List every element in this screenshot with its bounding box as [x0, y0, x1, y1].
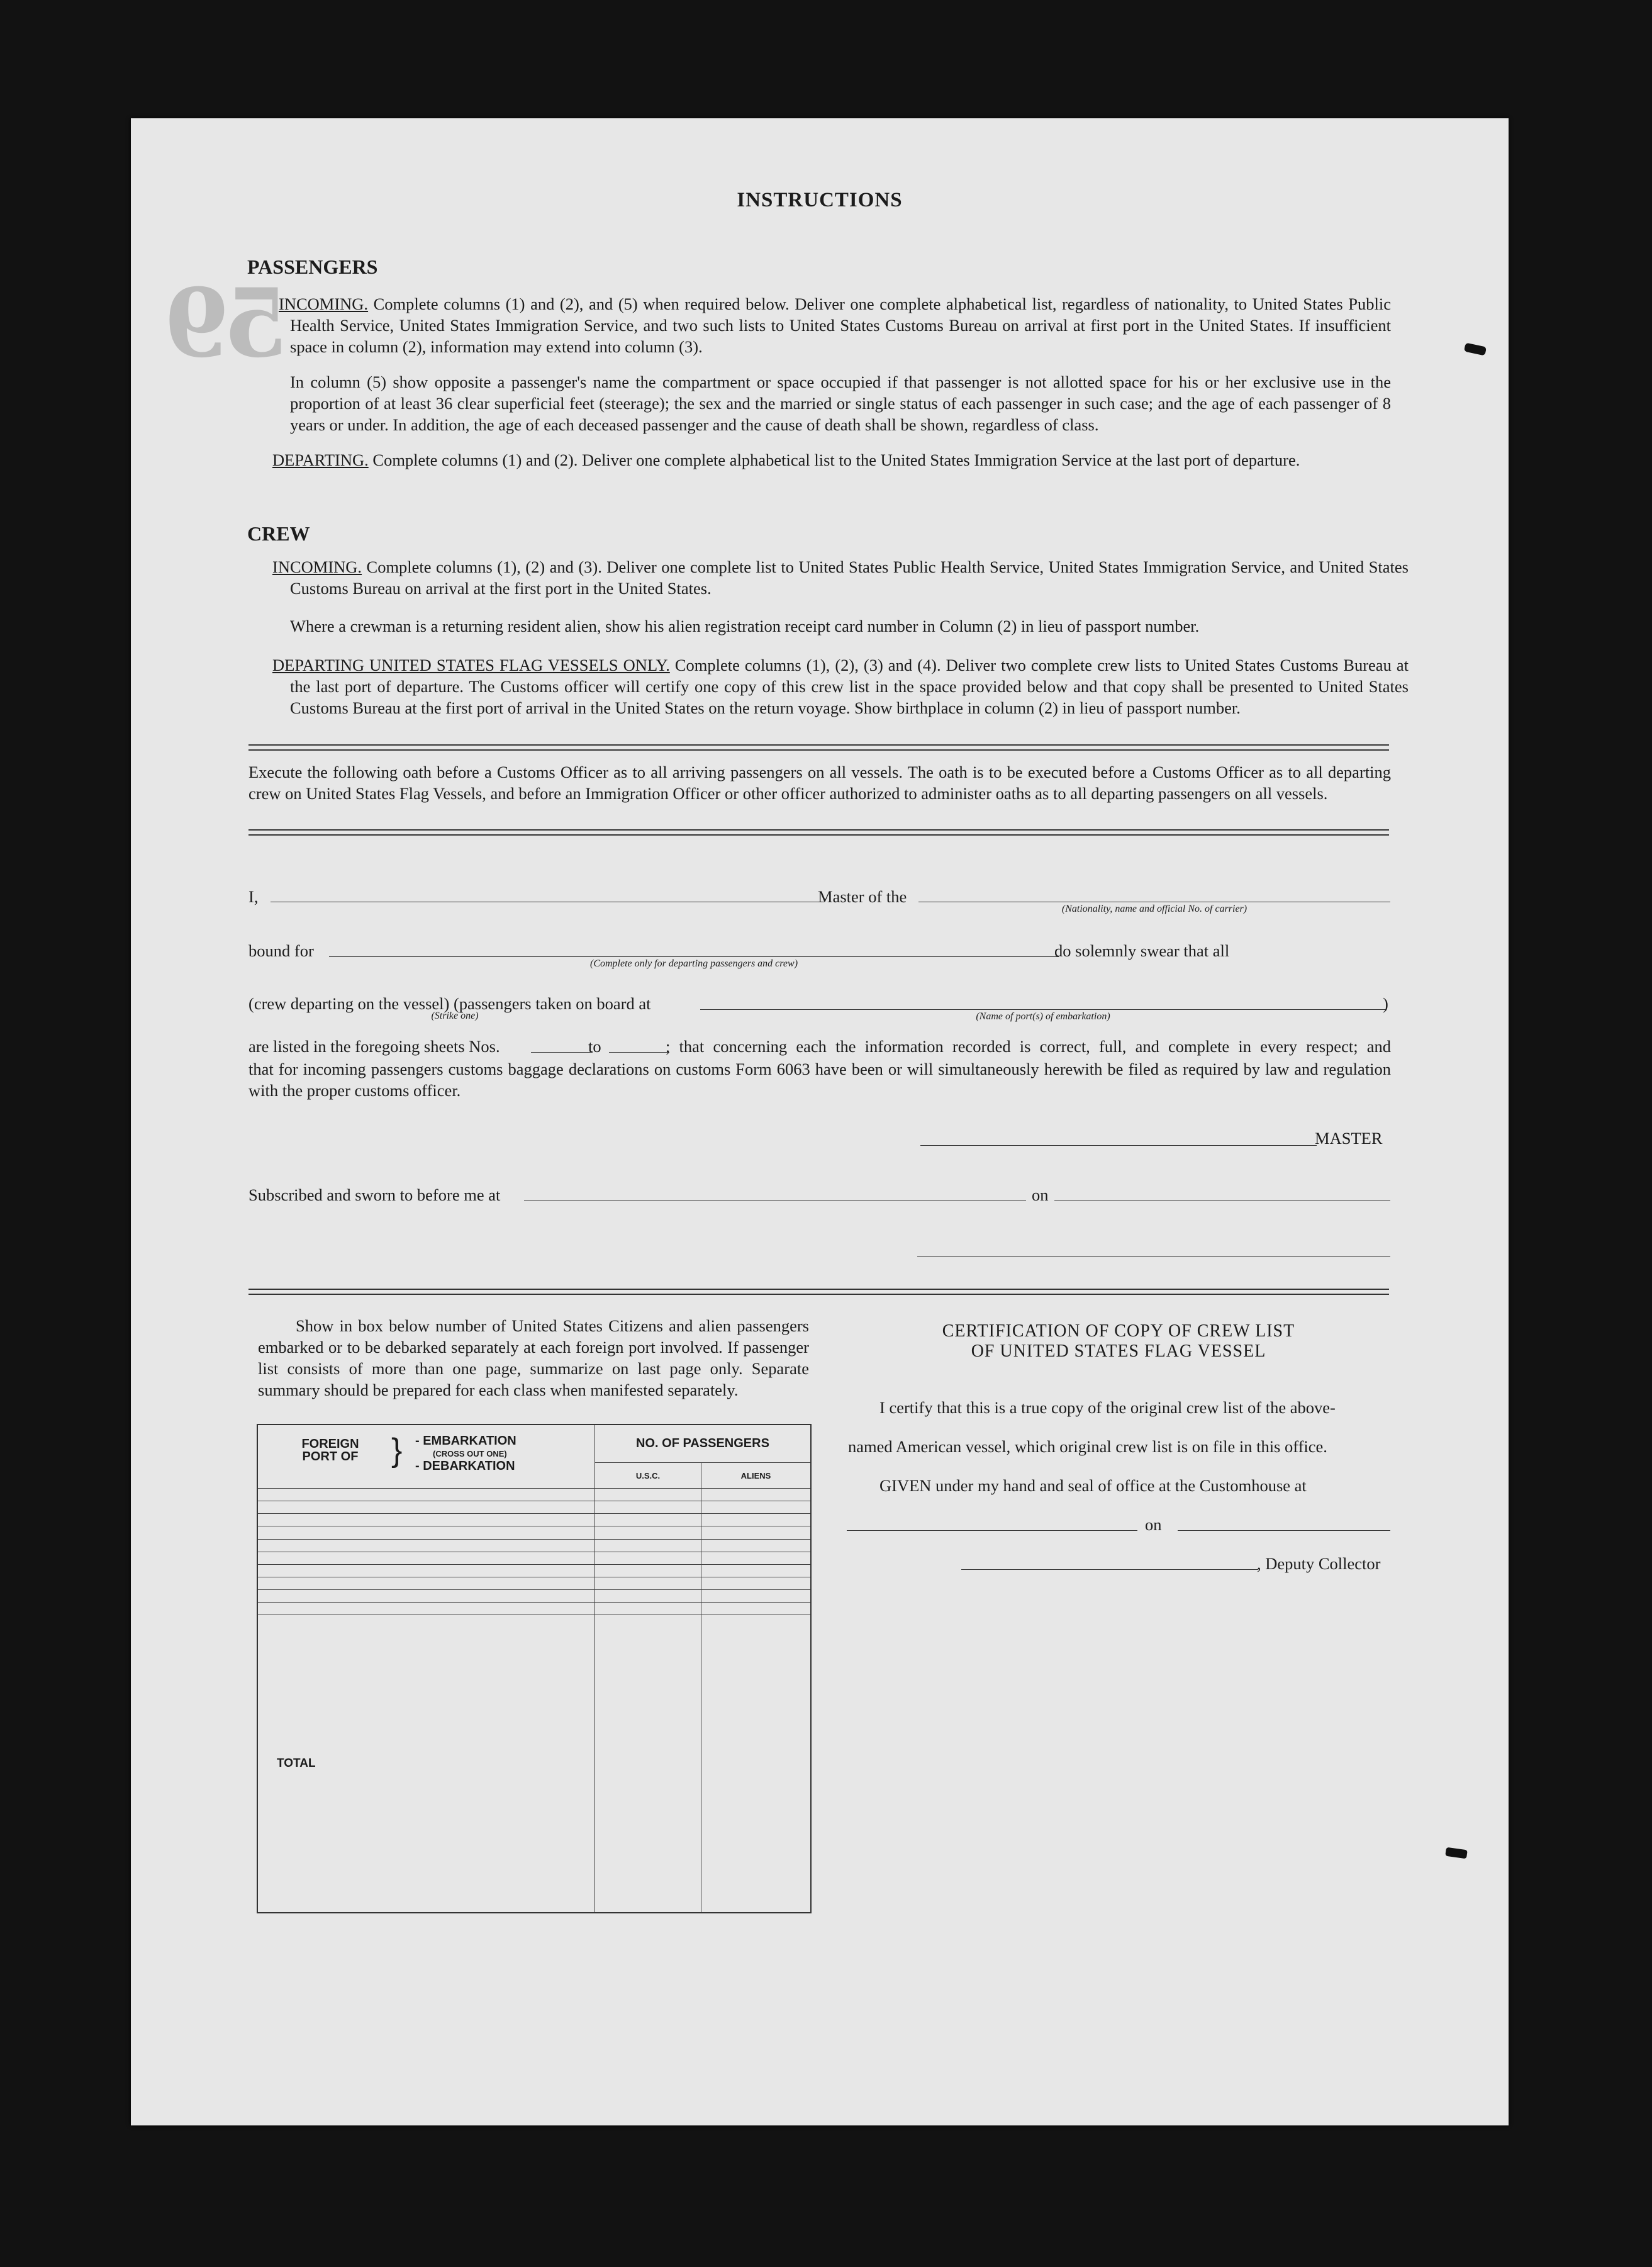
certification-title-line2: OF UNITED STATES FLAG VESSEL — [971, 1341, 1266, 1361]
table-row — [257, 1577, 811, 1589]
crew-departing-text: Complete columns (1), (2), (3) and (4). Deliver two complete crew lists to United States Customs Bureau at the last port of departure. The Customs officer will certify one copy of this crew list in the space provided below and that copy shall be presented to United States Customs Bureau at the first port of arrival in the United States on the return voyage. Show birthplace in column (2) in lieu of passport number. — [290, 656, 1409, 717]
ports-caption: (Name of port(s) of embarkation) — [976, 1011, 1110, 1022]
deputy-signature-field[interactable] — [961, 1569, 1258, 1570]
usc-total-cell[interactable] — [595, 1615, 701, 1913]
aliens-cell[interactable] — [701, 1603, 812, 1615]
deputy-collector-label: , Deputy Collector — [1257, 1554, 1381, 1573]
bound-for-label: bound for — [248, 941, 314, 960]
total-label: TOTAL — [257, 1615, 595, 1913]
table-row — [257, 1501, 811, 1514]
usc-cell[interactable] — [595, 1489, 701, 1501]
crew-resident-paragraph: Where a crewman is a returning resident alien, show his alien registration receipt card number in Column (2) in lieu of passport number. — [290, 617, 1200, 635]
usc-cell[interactable] — [595, 1526, 701, 1539]
port-cell[interactable] — [257, 1489, 595, 1501]
sworn-on-label: on — [1032, 1185, 1049, 1204]
nationality-caption: (Nationality, name and official No. of carrier) — [1061, 904, 1247, 914]
certify-line-b: named American vessel, which original crew list is on file in this office. — [848, 1437, 1327, 1456]
passengers-incoming-label: INCOMING. — [279, 294, 369, 313]
crew-departing-label: DEPARTING UNITED STATES FLAG VESSELS ONLY. — [272, 656, 670, 675]
passengers-departing-label: DEPARTING. — [272, 451, 369, 469]
aliens-cell[interactable] — [701, 1577, 812, 1589]
crew-departing-label: (crew departing on the vessel) (passengers taken on board at — [248, 994, 651, 1013]
usc-cell[interactable] — [595, 1577, 701, 1589]
sheet-to-field[interactable] — [609, 1052, 669, 1053]
port-cell[interactable] — [257, 1514, 595, 1526]
certification-title-line1: CERTIFICATION OF COPY OF CREW LIST — [942, 1321, 1295, 1341]
aliens-cell[interactable] — [701, 1590, 812, 1603]
passengers-incoming-text: Complete columns (1) and (2), and (5) when required below. Deliver one complete alphabetical list, regardless of nationality, to United States Public Health Service, United States Immigration Service, and two such lists to United States Customs Bureau on arrival at first port in the United States. If insufficient space in column (2), information may extend into column (3). — [290, 294, 1391, 356]
passengers-incoming-paragraph — [279, 293, 1391, 357]
given-line: GIVEN under my hand and seal of office at the Customhouse at — [879, 1476, 1307, 1495]
crew-incoming-text: Complete columns (1), (2) and (3). Deliver one complete list to United States Public Health Service, United States Immigration Service, and United States Customs Bureau on arrival at the first port in the United States. — [290, 557, 1409, 598]
certify-line-a: I certify that this is a true copy of the original crew list of the above- — [879, 1398, 1336, 1417]
listed-label: are listed in the foregoing sheets Nos. — [248, 1037, 500, 1056]
no-passengers-header: NO. OF PASSENGERS — [595, 1425, 812, 1463]
crew-departing-paragraph — [272, 654, 1409, 719]
port-cell[interactable] — [257, 1526, 595, 1539]
aliens-header: ALIENS — [701, 1463, 812, 1489]
swear-label: do solemnly swear that all — [1054, 941, 1230, 960]
listed-rest-text: that for incoming passengers customs baggage declarations on customs Form 6063 have been or will simultaneously herewith be filed as required by law and regulation with the proper customs officer. — [248, 1060, 1391, 1100]
certification-title — [848, 1321, 1389, 1362]
passengers-column5-paragraph: In column (5) show opposite a passenger's name the compartment or space occupied if that passenger is not allotted space for his or her exclusive use in the proportion of at least 36 clear superficial feet (steerage); the sex and the married or single status of each passenger in such case; and the age of each passenger of 8 years or under. In addition, the age of each deceased passenger and the cause of death shall be shown, regardless of class. — [290, 372, 1391, 434]
passengers-heading: PASSENGERS — [247, 255, 378, 278]
crew-incoming-label: INCOMING. — [272, 557, 362, 576]
sheet-from-field[interactable] — [531, 1052, 593, 1053]
usc-cell[interactable] — [595, 1564, 701, 1577]
master-label: MASTER — [1315, 1129, 1383, 1148]
aliens-cell[interactable] — [701, 1552, 812, 1564]
document-sheet — [131, 118, 1509, 2125]
usc-cell[interactable] — [595, 1501, 701, 1514]
port-cell[interactable] — [257, 1577, 595, 1589]
cert-date-field[interactable] — [1178, 1530, 1390, 1531]
embarkation-label: - EMBARKATION — [415, 1434, 516, 1448]
table-row — [257, 1514, 811, 1526]
port-cell[interactable] — [257, 1501, 595, 1514]
aliens-total-cell[interactable] — [701, 1615, 812, 1913]
crew-incoming-paragraph — [272, 556, 1409, 599]
strike-caption: (Strike one) — [431, 1010, 479, 1021]
port-cell[interactable] — [257, 1552, 595, 1564]
edge-mark — [1445, 1847, 1468, 1859]
bound-for-caption: (Complete only for departing passengers and crew) — [589, 958, 798, 969]
ports-field[interactable] — [700, 1009, 1386, 1010]
total-row — [257, 1615, 811, 1913]
crew-heading: CREW — [247, 522, 310, 545]
table-row — [257, 1564, 811, 1577]
table-row — [257, 1590, 811, 1603]
aliens-cell[interactable] — [701, 1539, 812, 1552]
passengers-departing-paragraph — [272, 449, 1409, 471]
usc-cell[interactable] — [595, 1514, 701, 1526]
usc-header: U.S.C. — [595, 1463, 701, 1489]
divider-rule — [248, 1294, 1389, 1295]
port-cell[interactable] — [257, 1603, 595, 1615]
master-signature-field[interactable] — [920, 1145, 1317, 1146]
aliens-cell[interactable] — [701, 1564, 812, 1577]
oath-intro-paragraph: Execute the following oath before a Customs Officer as to all arriving passengers on all vessels. The oath is to be executed before a Customs Officer as to all departing crew on United States Flag Vessels, and before an Immigration Officer or other officer authorized to administer oaths as to all departing passengers on all vessels. — [248, 763, 1391, 803]
table-row — [257, 1539, 811, 1552]
officer-signature-field[interactable] — [917, 1256, 1390, 1257]
port-cell[interactable] — [257, 1590, 595, 1603]
foreign-port-header — [257, 1425, 595, 1489]
aliens-cell[interactable] — [701, 1526, 812, 1539]
table-row — [257, 1526, 811, 1539]
summary-instructions: Show in box below number of United States Citizens and alien passengers embarked or to be debarked separately at each foreign port involved. If passenger list consists of more than one page, summarize on last page only. Separate summary should be prepared for each class when manifested separately. — [258, 1316, 809, 1399]
master-of-the-label: Master of the — [818, 887, 907, 906]
table-row — [257, 1489, 811, 1501]
cross-out-label: (CROSS OUT ONE) — [433, 1449, 507, 1458]
close-paren: ) — [1383, 994, 1388, 1013]
oath-i-label: I, — [248, 887, 259, 906]
listed-text: ; that concerning each the information recorded is correct, full, and complete in every respect; and — [666, 1037, 1391, 1056]
customhouse-field[interactable] — [847, 1530, 1137, 1531]
table-row — [257, 1552, 811, 1564]
divider-rule — [248, 749, 1389, 751]
page-title: INSTRUCTIONS — [737, 189, 903, 211]
port-cell[interactable] — [257, 1564, 595, 1577]
cert-on-label: on — [1145, 1515, 1162, 1534]
aliens-cell[interactable] — [701, 1501, 812, 1514]
bound-for-field[interactable] — [329, 956, 1059, 957]
usc-cell[interactable] — [595, 1539, 701, 1552]
divider-rule — [248, 744, 1389, 746]
subscribed-label: Subscribed and sworn to before me at — [248, 1185, 501, 1204]
usc-cell[interactable] — [595, 1552, 701, 1564]
usc-cell[interactable] — [595, 1590, 701, 1603]
port-cell[interactable] — [257, 1539, 595, 1552]
divider-rule — [248, 829, 1389, 831]
usc-cell[interactable] — [595, 1603, 701, 1615]
aliens-cell[interactable] — [701, 1514, 812, 1526]
debarkation-label: - DEBARKATION — [415, 1459, 515, 1473]
passengers-departing-text: Complete columns (1) and (2). Deliver one complete alphabetical list to the United States Immigration Service at the last port of departure. — [368, 451, 1300, 469]
stamp-number: 59 — [170, 268, 289, 379]
divider-rule — [248, 1289, 1389, 1290]
foreign-port-label: FOREIGN PORT OF — [301, 1437, 359, 1464]
brace-icon: } — [391, 1432, 403, 1469]
aliens-cell[interactable] — [701, 1489, 812, 1501]
edge-mark — [1464, 343, 1487, 356]
divider-rule — [248, 834, 1389, 836]
listed-to-label: to — [588, 1037, 601, 1056]
passenger-summary-table — [257, 1424, 812, 1913]
table-row — [257, 1603, 811, 1615]
